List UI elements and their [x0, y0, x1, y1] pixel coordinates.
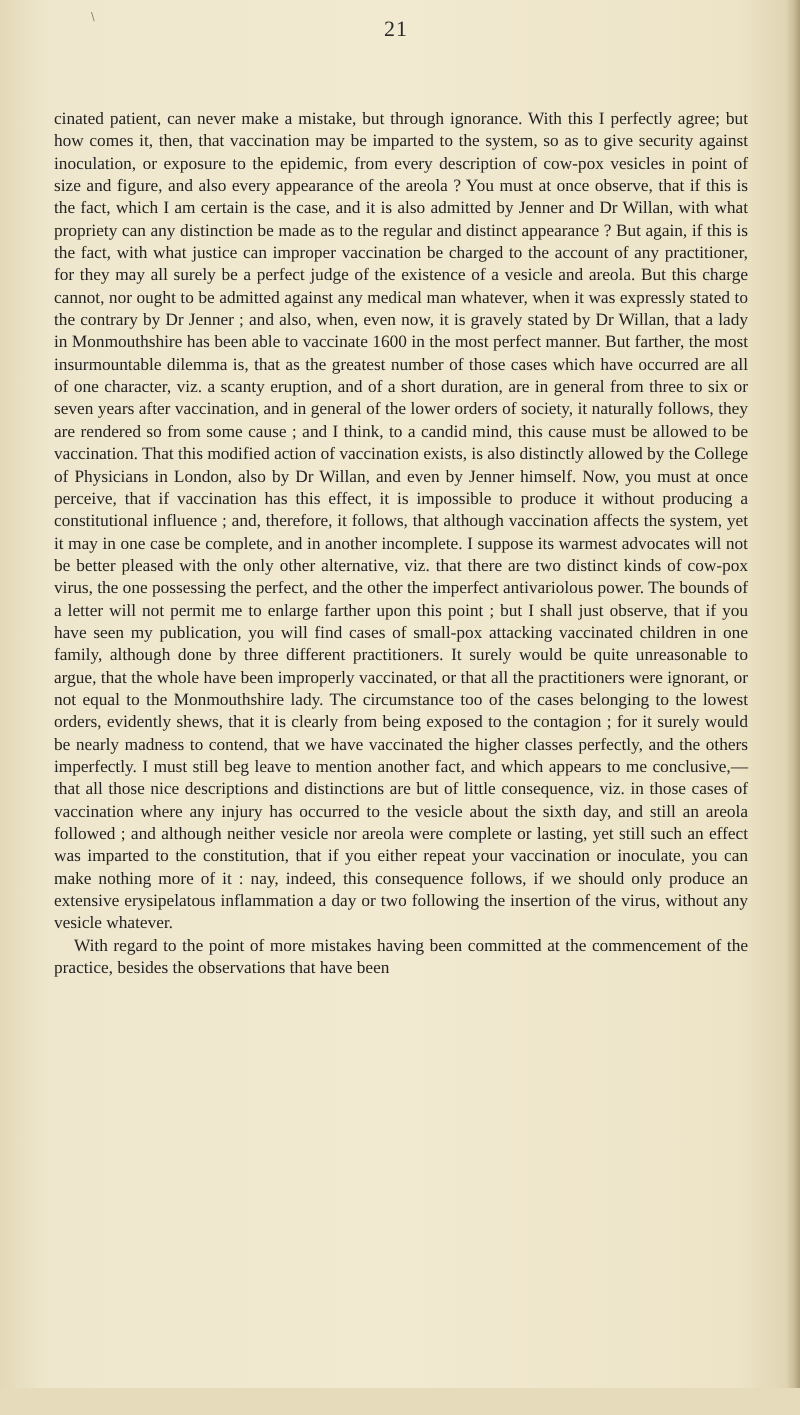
paragraph: With regard to the point of more mistakes having been committed at the commencement of the practice, besides the observations that have been	[54, 935, 748, 978]
body-text	[54, 108, 748, 979]
page-bottom-margin	[0, 1388, 800, 1415]
paragraph: cinated patient, can never make a mistake, but through ignorance. With this I perfectly agree; but how comes it, then, that vaccination may be imparted to the system, so as to give security against inoculation, or exposure to the epidemic, from every description of cow-pox vesicles in point of size and figure, and also every appearance of the areola ? You must at once observe, that if this is the fact, which I am certain is the case, and it is also admitted by Jenner and Dr Willan, with what propriety can any distinction be made as to the regular and distinct appearance ? But again, if this is the fact, with what justice can improper vaccination be charged to the account of any practitioner, for they may all surely be a perfect judge of the existence of a vesicle and areola. But this charge cannot, nor ought to be admitted against any medical man whatever, when it was expressly stated to the contrary by Dr Jenner ; and also, when, even now, it is gravely stated by Dr Willan, that a lady in Monmouthshire has been able to vaccinate 1600 in the most perfect manner. But farther, the most insurmountable dilemma is, that as the greatest number of those cases which have occurred are all of one character, viz. a scanty eruption, and of a short duration, are in general from three to six or seven years after vaccination, and in general of the lower orders of society, it naturally follows, they are rendered so from some cause ; and I think, to a candid mind, this cause must be allowed to be vaccination. That this modified action of vaccination exists, is also distinctly allowed by the College of Physicians in London, also by Dr Willan, and even by Jenner himself. Now, you must at once perceive, that if vaccination has this effect, it is impossible to produce it without producing a constitutional influence ; and, therefore, it follows, that although vaccination affects the system, yet it may in one case be complete, and in another incomplete. I suppose its warmest advocates will not be better pleased with the only other alternative, viz. that there are two distinct kinds of cow-pox virus, the one possessing the perfect, and the other the imperfect antivariolous power. The bounds of a letter will not permit me to enlarge farther upon this point ; but I shall just observe, that if you have seen my publication, you will find cases of small-pox attacking vaccinated children in one family, although done by three different practitioners. It surely would be quite unreasonable to argue, that the whole have been improperly vaccinated, or that all the practitioners were ignorant, or not equal to the Monmouthshire lady. The circumstance too of the cases belonging to the lowest orders, evidently shews, that it is clearly from being exposed to the contagion ; for it surely would be nearly madness to contend, that we have vaccinated the higher classes perfectly, and the others imperfectly. I must still beg leave to mention another fact, and which appears to me conclusive,—that all those nice descriptions and distinctions are but of little consequence, viz. in those cases of vaccination where any injury has occurred to the vesicle about the sixth day, and still an areola followed ; and although neither vesicle nor areola were complete or lasting, yet still such an effect was imparted to the constitution, that if you either repeat your vaccination or inoculate, you can make nothing more of it : nay, indeed, this consequence follows, if we should only produce an extensive erysipelatous inflammation a day or two following the insertion of the virus, without any vesicle whatever.	[54, 109, 748, 933]
page-edge-shadow	[786, 0, 800, 1415]
page-number: 21	[384, 16, 408, 41]
stray-mark: \	[91, 10, 95, 23]
